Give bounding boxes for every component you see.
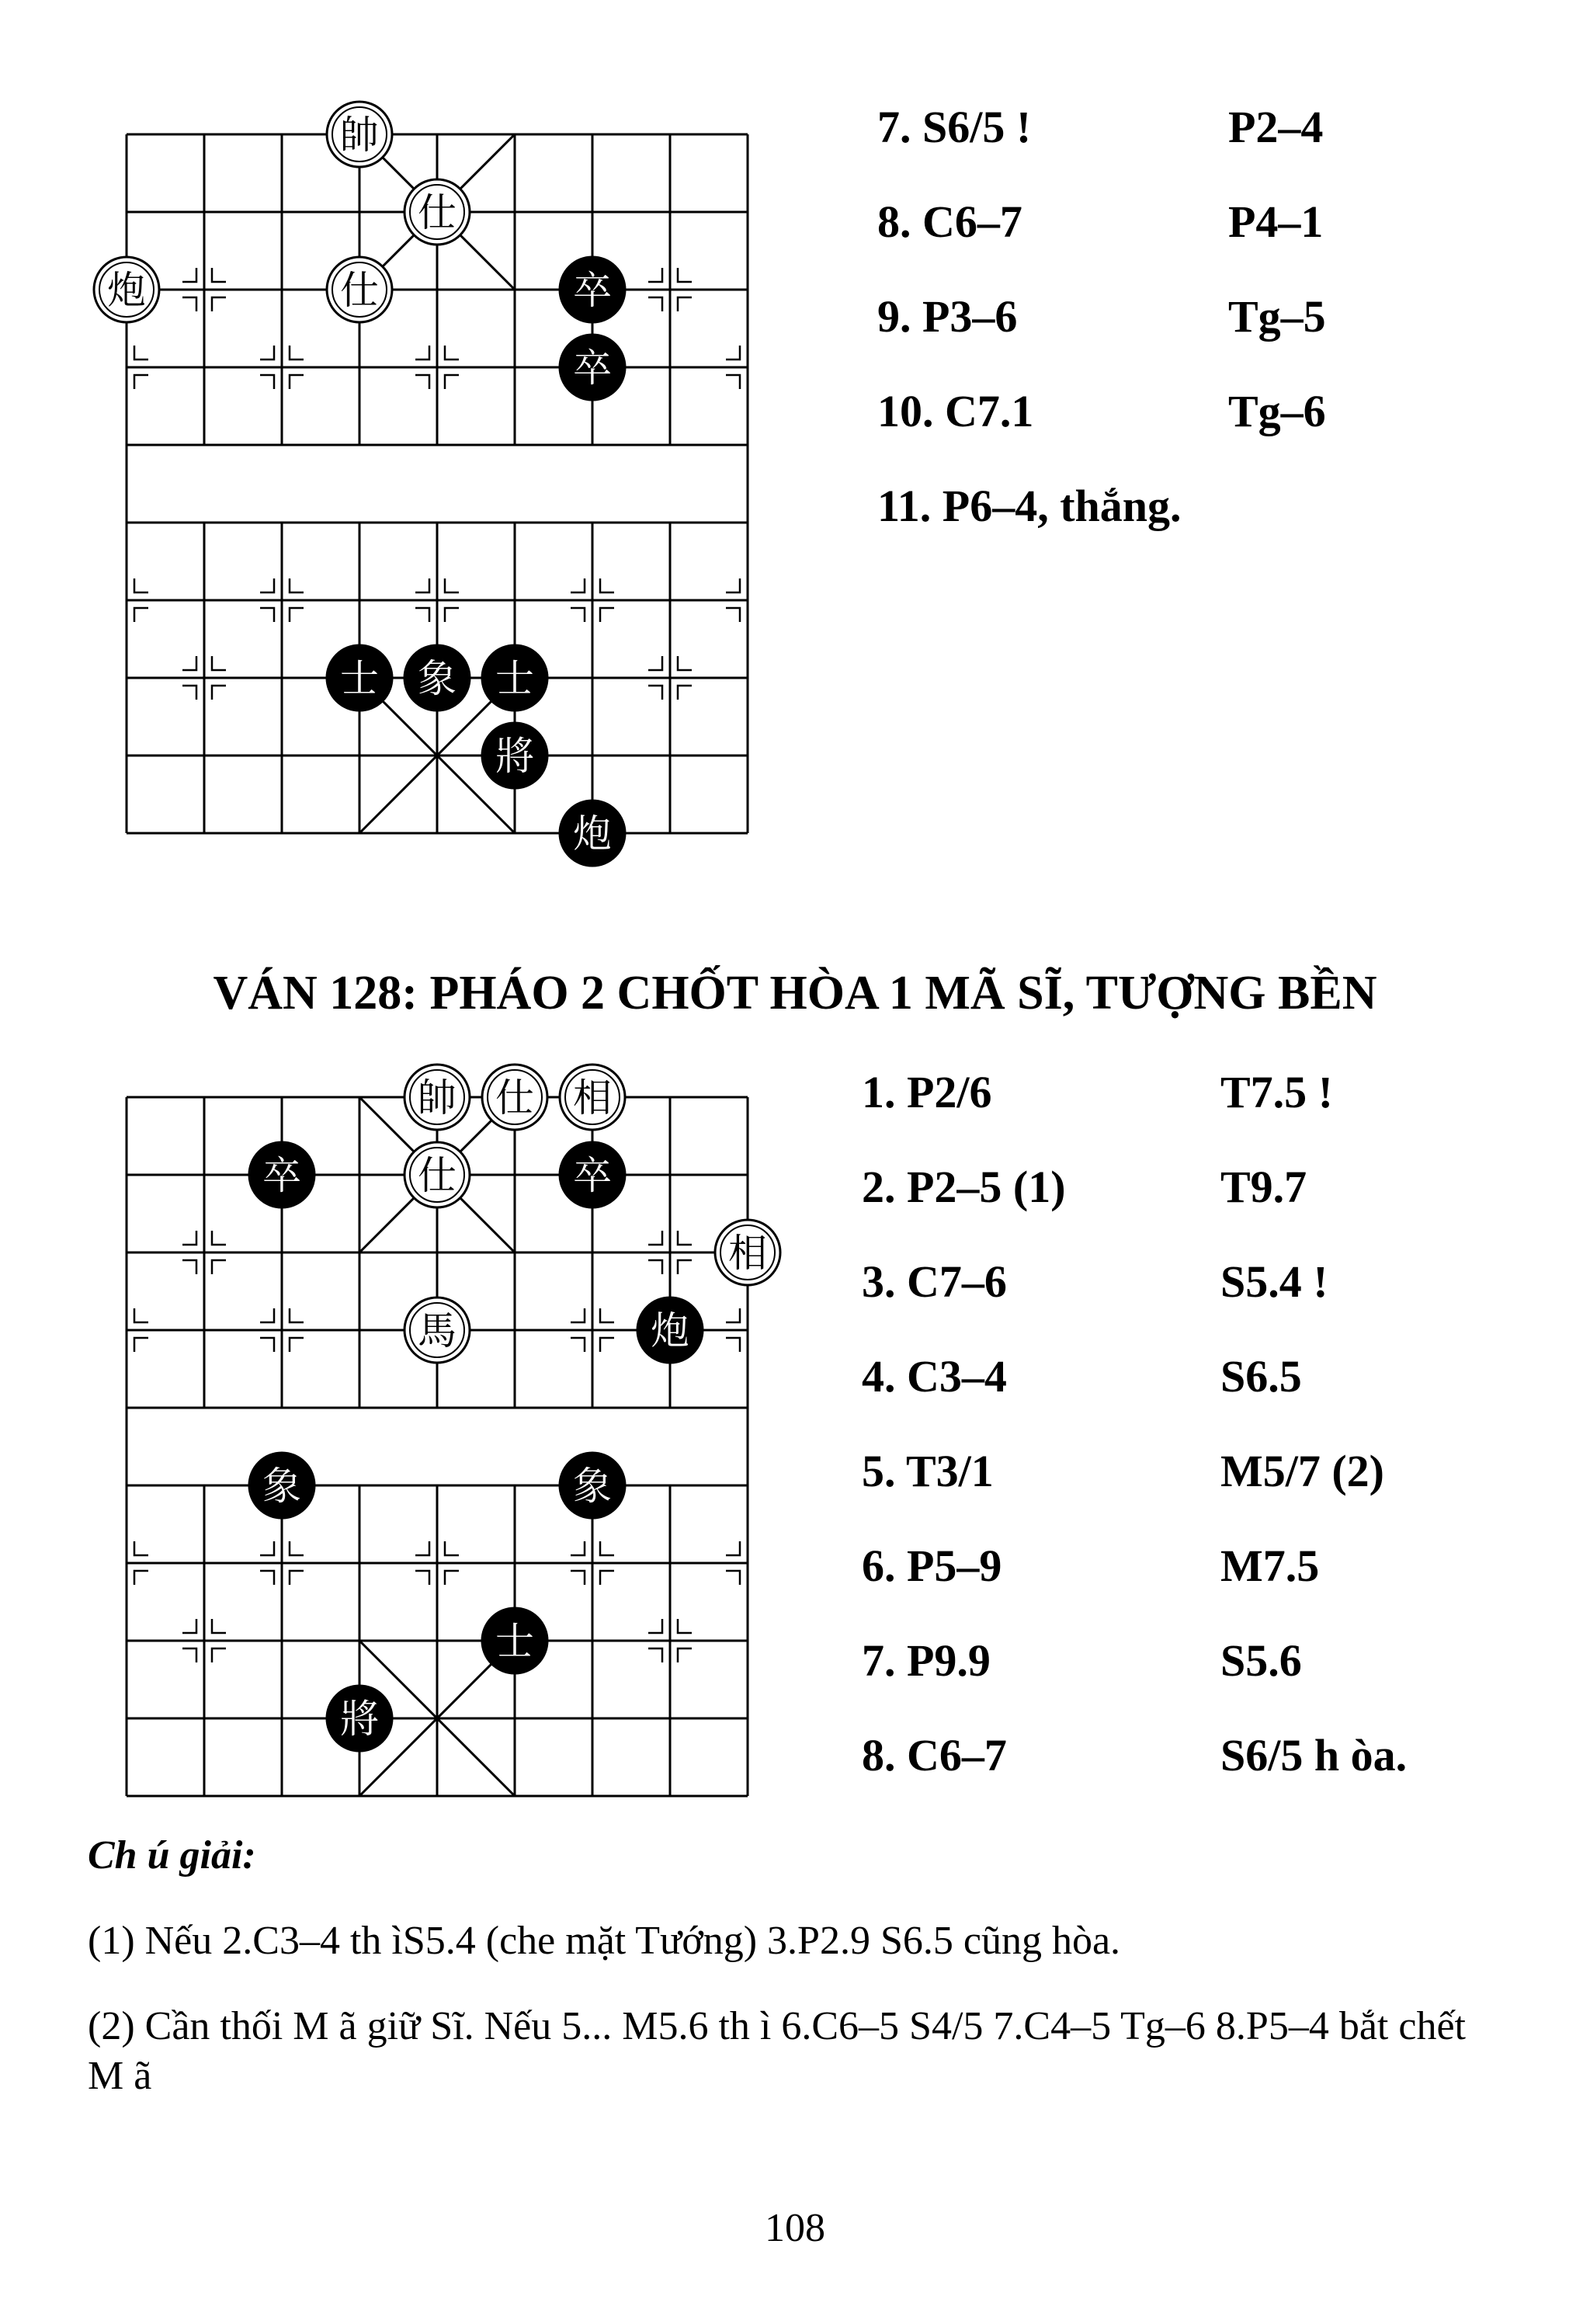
move-red: 10. C7.1 — [877, 386, 1034, 436]
move-red: 7. S6/5 ! — [877, 102, 1032, 152]
piece-black — [560, 1453, 625, 1518]
move-black: Tg–6 — [1228, 386, 1326, 436]
piece-label: 炮 — [107, 268, 146, 313]
move-red: 9. P3–6 — [877, 291, 1018, 342]
piece-label: 卒 — [573, 268, 612, 313]
piece-black — [327, 645, 392, 710]
piece-label: 馬 — [418, 1308, 457, 1353]
move-black: Tg–5 — [1228, 291, 1326, 342]
piece-black — [560, 1142, 625, 1207]
move-red: 6. P5–9 — [862, 1541, 1002, 1591]
note-2: (2) Cần thối M ã giữ Sĩ. Nếu 5... M5.6 th ì 6.C6–5 S4/5 7.C4–5 Tg–6 8.P5–4 bắt chết M ã — [88, 2004, 1466, 2098]
piece-red — [404, 1065, 470, 1130]
piece-label: 仕 — [495, 1075, 534, 1120]
move-red: 4. C3–4 — [862, 1351, 1007, 1402]
move-black: P4–1 — [1228, 196, 1324, 247]
piece-black — [482, 1608, 547, 1673]
move-black: M5/7 (2) — [1220, 1446, 1384, 1496]
move-red: 8. C6–7 — [877, 196, 1022, 247]
piece-red — [404, 179, 470, 245]
move-black: T7.5 ! — [1220, 1067, 1333, 1117]
piece-black — [560, 801, 625, 866]
piece-black — [249, 1453, 314, 1518]
piece-red — [327, 257, 392, 322]
move-red: 3. C7–6 — [862, 1256, 1007, 1307]
move-black: P2–4 — [1228, 102, 1324, 152]
move-red: 1. P2/6 — [862, 1067, 992, 1117]
piece-label: 帥 — [418, 1075, 457, 1120]
piece-red — [404, 1297, 470, 1363]
move-red: 5. T3/1 — [862, 1446, 994, 1496]
piece-label: 將 — [340, 1697, 379, 1742]
piece-red — [715, 1220, 780, 1285]
xiangqi-board-1 — [107, 113, 748, 856]
move-black: T9.7 — [1220, 1162, 1307, 1212]
piece-label: 帥 — [340, 113, 379, 158]
piece-label: 仕 — [340, 268, 379, 313]
piece-label: 象 — [418, 656, 457, 701]
page-number: 108 — [765, 2206, 825, 2250]
piece-black — [249, 1142, 314, 1207]
game-title: VÁN 128: PHÁO 2 CHỐT HÒA 1 MÃ SĨ, TƯỢNG BỀN — [213, 967, 1377, 1020]
piece-label: 士 — [495, 1619, 534, 1664]
piece-red — [94, 257, 159, 322]
notes-title: Ch ú giải: — [88, 1833, 256, 1878]
move-red: 7. P9.9 — [862, 1635, 991, 1686]
move-red: 2. P2–5 (1) — [862, 1162, 1066, 1212]
piece-label: 炮 — [573, 811, 612, 856]
piece-black — [482, 723, 547, 788]
move-black: S5.6 — [1220, 1635, 1302, 1686]
piece-black — [327, 1686, 392, 1751]
piece-black — [560, 335, 625, 400]
xiangqi-board-2 — [127, 1075, 767, 1796]
piece-red — [560, 1065, 625, 1130]
piece-black — [404, 645, 470, 710]
piece-label: 相 — [728, 1231, 767, 1276]
piece-red — [327, 102, 392, 167]
note-1: (1) Nếu 2.C3–4 th ìS5.4 (che mặt Tướng) 3.P2.9 S6.5 cũng hòa. — [88, 1919, 1121, 1963]
move-black: S6.5 — [1220, 1351, 1302, 1402]
piece-label: 卒 — [262, 1153, 301, 1198]
piece-label: 卒 — [573, 346, 612, 391]
piece-label: 仕 — [418, 190, 457, 235]
piece-black — [560, 257, 625, 322]
piece-label: 象 — [573, 1464, 612, 1509]
piece-black — [482, 645, 547, 710]
move-black: S5.4 ! — [1220, 1256, 1328, 1307]
piece-label: 卒 — [573, 1153, 612, 1198]
move-red: 8. C6–7 — [862, 1730, 1007, 1780]
piece-red — [482, 1065, 547, 1130]
piece-label: 士 — [495, 656, 534, 701]
piece-label: 相 — [573, 1075, 612, 1120]
move-red: 11. P6–4, thắng. — [877, 481, 1182, 531]
piece-red — [404, 1142, 470, 1207]
piece-label: 士 — [340, 656, 379, 701]
piece-black — [637, 1297, 703, 1363]
piece-label: 仕 — [418, 1153, 457, 1198]
move-black: M7.5 — [1220, 1541, 1320, 1591]
piece-label: 象 — [262, 1464, 301, 1509]
piece-label: 炮 — [651, 1308, 689, 1353]
move-black: S6/5 h òa. — [1220, 1730, 1408, 1780]
piece-label: 將 — [495, 734, 534, 779]
